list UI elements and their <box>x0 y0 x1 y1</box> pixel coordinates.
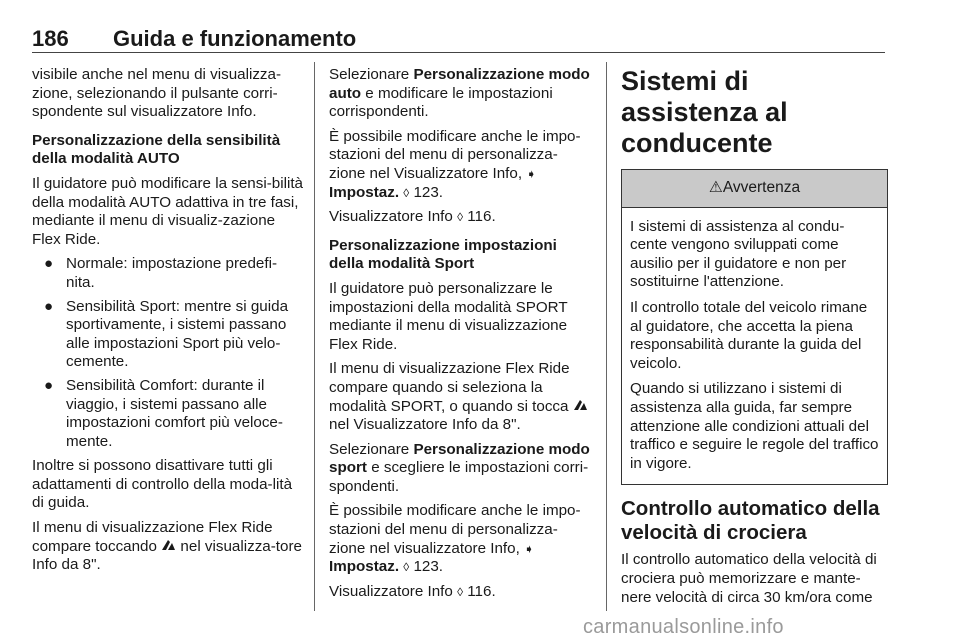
steering-mode-icon <box>573 398 588 411</box>
page-reference-icon: ◊ <box>403 560 410 575</box>
bullet-icon: ● <box>44 376 54 394</box>
arrow-right-icon: ➧ <box>526 166 537 181</box>
list-item: ● Sensibilità Sport: mentre si guida sportivamente, i sistemi passano alle impostazioni Sport più velo-cemente. <box>44 297 289 371</box>
list-item: ● Normale: impostazione predefi-nita. <box>44 255 278 291</box>
subheading: Personalizzazione impostazioni della modalità Sport <box>329 236 557 273</box>
paragraph: Visualizzatore Info ◊ 116. <box>329 582 496 600</box>
menu-item-reference: Impostaz. <box>329 183 400 201</box>
paragraph: Visualizzatore Info ◊ 116. <box>329 208 496 226</box>
watermark: carmanualsonline.info <box>583 616 784 638</box>
paragraph: I sistemi di assistenza al condu-cente vengono sviluppati come ausilio per il guidatore e non per sostituirne l'attenzione. <box>630 217 847 291</box>
list-item: ● Sensibilità Comfort: durante il viaggio, i sistemi passano alle impostazioni comfort più veloce-mente. <box>44 376 283 450</box>
warning-triangle-icon: ⚠ <box>708 179 723 196</box>
warning-box <box>621 169 888 485</box>
column-1 <box>32 66 304 581</box>
bullet-list <box>32 255 304 451</box>
subsection-heading: Controllo automatico della velocità di crociera <box>621 497 880 545</box>
paragraph: Il menu di visualizzazione Flex Ride compare toccando nel visualizza-tore Info da 8". <box>32 519 302 574</box>
paragraph: Il guidatore può personalizzare le impostazioni della modalità SPORT mediante il menu di visualizzazione Flex Ride. <box>329 279 568 353</box>
page-number: 186 <box>32 26 69 51</box>
menu-item-reference: Impostaz. <box>329 558 400 576</box>
steering-mode-icon <box>161 538 176 551</box>
warning-body <box>622 208 887 485</box>
paragraph: È possibile modificare anche le impo-stazioni del menu di personalizza-zione nel Visualizzatore Info, ➧ Impostaz. ◊ 123. <box>329 127 581 201</box>
paragraph: Il controllo totale del veicolo rimane al guidatore, che accetta la piena responsabilità durante la guida del veicolo. <box>630 298 868 372</box>
subheading: Personalizzazione della sensibilità della modalità AUTO <box>32 131 281 168</box>
paragraph: Il menu di visualizzazione Flex Ride compare quando si seleziona la modalità SPORT, o quando si tocca nel Visualizzatore Info da 8". <box>329 360 593 434</box>
page-reference-icon: ◊ <box>457 584 463 599</box>
bullet-icon: ● <box>44 297 54 315</box>
paragraph: Il controllo automatico della velocità di crociera può memorizzare e mante-nere velocità di circa 30 km/ora come <box>621 551 877 606</box>
column-divider <box>314 62 315 611</box>
bullet-icon: ● <box>44 255 54 273</box>
menu-item-reference: Personalizzazione modo sport <box>329 440 590 477</box>
section-heading: Sistemi di assistenza al conducente <box>621 66 788 158</box>
arrow-right-icon: ➧ <box>524 541 535 556</box>
page-reference-icon: ◊ <box>403 185 410 200</box>
paragraph: Inoltre si possono disattivare tutti gli adattamenti di controllo della moda-lità di guida. <box>32 457 293 512</box>
paragraph: È possibile modificare anche le impo-stazioni del menu di personalizza-zione nel visualizzatore Info, ➧ Impostaz. ◊ 123. <box>329 502 581 576</box>
column-divider <box>606 62 607 611</box>
paragraph: visibile anche nel menu di visualizza-zione, selezionando il pulsante corri-spondente sul visualizzatore Info. <box>32 66 282 121</box>
page-reference-icon: ◊ <box>457 210 463 225</box>
paragraph: Il guidatore può modificare la sensi-bilità della modalità AUTO adattiva in tre fasi, mediante il menu di visualiz-zazione Flex Ride. <box>32 174 303 248</box>
menu-item-reference: Personalizzazione modo auto <box>329 66 590 102</box>
paragraph: Quando si utilizzano i sistemi di assistenza alla guida, far sempre attenzione alle condizioni attuali del traffico e seguire le regole del traffico in vigore. <box>630 380 879 472</box>
warning-label: Avvertenza <box>722 179 801 196</box>
paragraph: Selezionare Personalizzazione modo auto e modificare le impostazioni corrispondenti. <box>329 66 590 121</box>
header-divider <box>32 52 885 53</box>
section-title: Guida e funzionamento <box>113 26 357 51</box>
paragraph: Selezionare Personalizzazione modo sport e scegliere le impostazioni corri-spondenti. <box>329 440 590 495</box>
column-3 <box>621 66 888 613</box>
column-2 <box>329 66 593 607</box>
warning-header <box>622 170 887 208</box>
